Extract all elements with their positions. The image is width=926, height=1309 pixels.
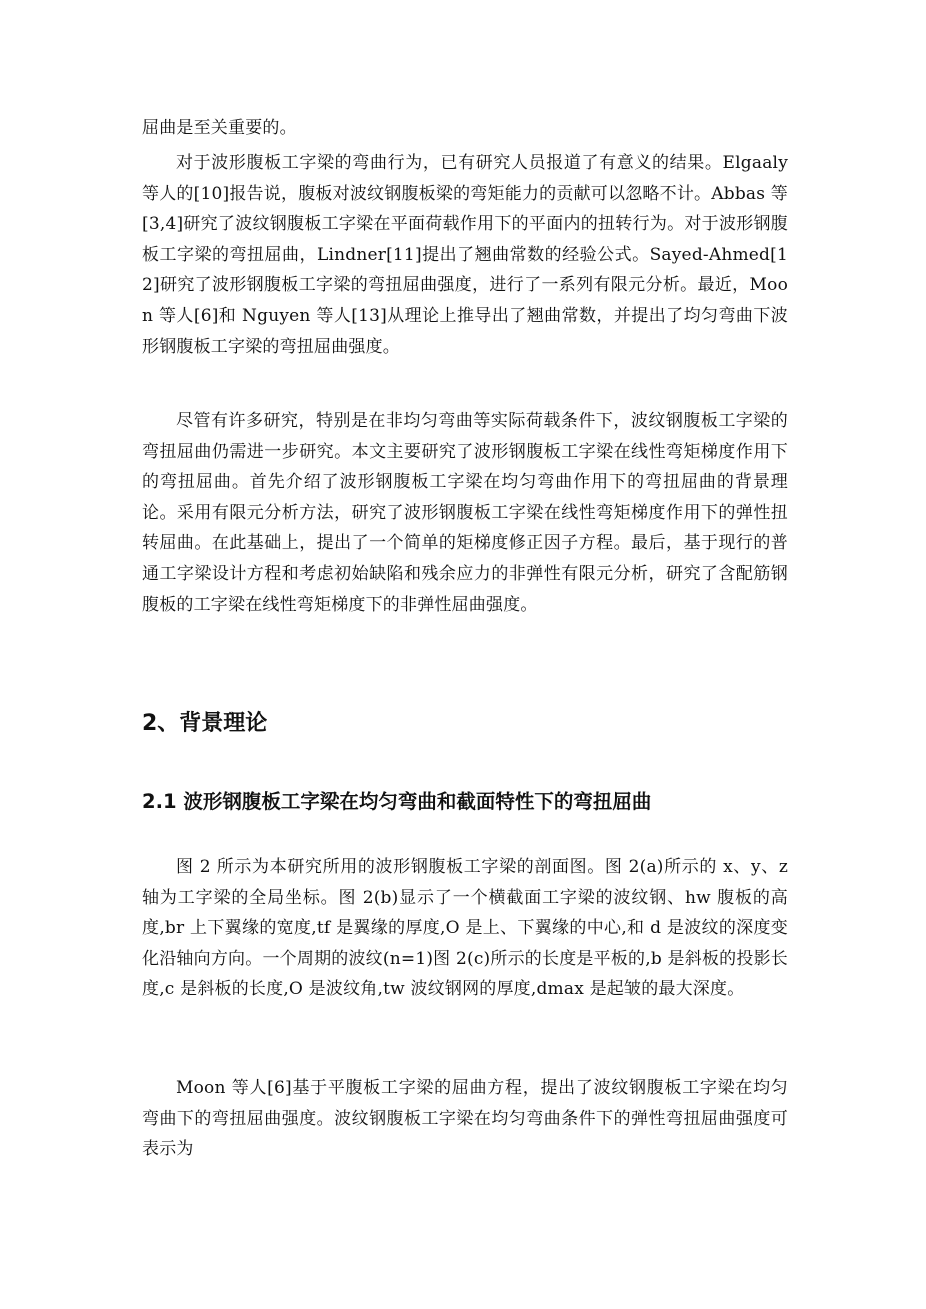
- paragraph-continuation: 屈曲是至关重要的。: [142, 118, 297, 138]
- paragraph-moon-theory: Moon 等人[6]基于平腹板工字梁的屈曲方程，提出了波纹钢腹板工字梁在均匀弯曲下的弯扭屈曲强度。波纹钢腹板工字梁在均匀弯曲条件下的弹性弯扭屈曲强度可表示为: [142, 1078, 788, 1160]
- paragraph-research-gap: 尽管有许多研究，特别是在非均匀弯曲等实际荷载条件下，波纹钢腹板工字梁的弯扭屈曲仍需进一步研究。本文主要研究了波形钢腹板工字梁在线性弯矩梯度作用下的弯扭屈曲。首先介绍了波形钢腹板工字梁在均匀弯曲作用下的弯扭屈曲的背景理论。采用有限元分析方法，研究了波形钢腹板工字梁在线性弯矩梯度作用下的弹性扭转屈曲。在此基础上，提出了一个简单的矩梯度修正因子方程。最后，基于现行的普通工字梁设计方程和考虑初始缺陷和残余应力的非弹性有限元分析，研究了含配筋钢腹板的工字梁在线性弯矩梯度下的非弹性屈曲强度。: [142, 411, 788, 615]
- section-heading: 2、背景理论: [142, 711, 268, 736]
- paragraph-cross-section: 图 2 所示为本研究所用的波形钢腹板工字梁的剖面图。图 2(a)所示的 x、y、z 轴为工字梁的全局坐标。图 2(b)显示了一个横截面工字梁的波纹钢、hw 腹板的高度,br 上下翼缘的宽度,tf 是翼缘的厚度,O 是上、下翼缘的中心,和 d 是波纹的深度变化沿轴向方向。一个周期的波纹(n=1)图 2(c)所示的长度是平板的,b 是斜板的投影长度,c 是斜板的长度,O 是波纹角,tw 波纹钢网的厚度,dmax 是起皱的最大深度。: [142, 857, 788, 1000]
- subsection-heading: 2.1 波形钢腹板工字梁在均匀弯曲和截面特性下的弯扭屈曲: [142, 790, 652, 813]
- paragraph-prior-research: 对于波形腹板工字梁的弯曲行为，已有研究人员报道了有意义的结果。Elgaaly等人的[10]报告说，腹板对波纹钢腹板梁的弯矩能力的贡献可以忽略不计。Abbas 等[3,4]研究了波纹钢腹板工字梁在平面荷载作用下的平面内的扭转行为。对于波形钢腹板工字梁的弯扭屈曲，Lindner[11]提出了翘曲常数的经验公式。Sayed-Ahmed[12]研究了波形钢腹板工字梁的弯扭屈曲强度，进行了一系列有限元分析。最近，Moon 等人[6]和 Nguyen 等人[13]从理论上推导出了翘曲常数，并提出了均匀弯曲下波形钢腹板工字梁的弯扭屈曲强度。: [142, 153, 788, 357]
